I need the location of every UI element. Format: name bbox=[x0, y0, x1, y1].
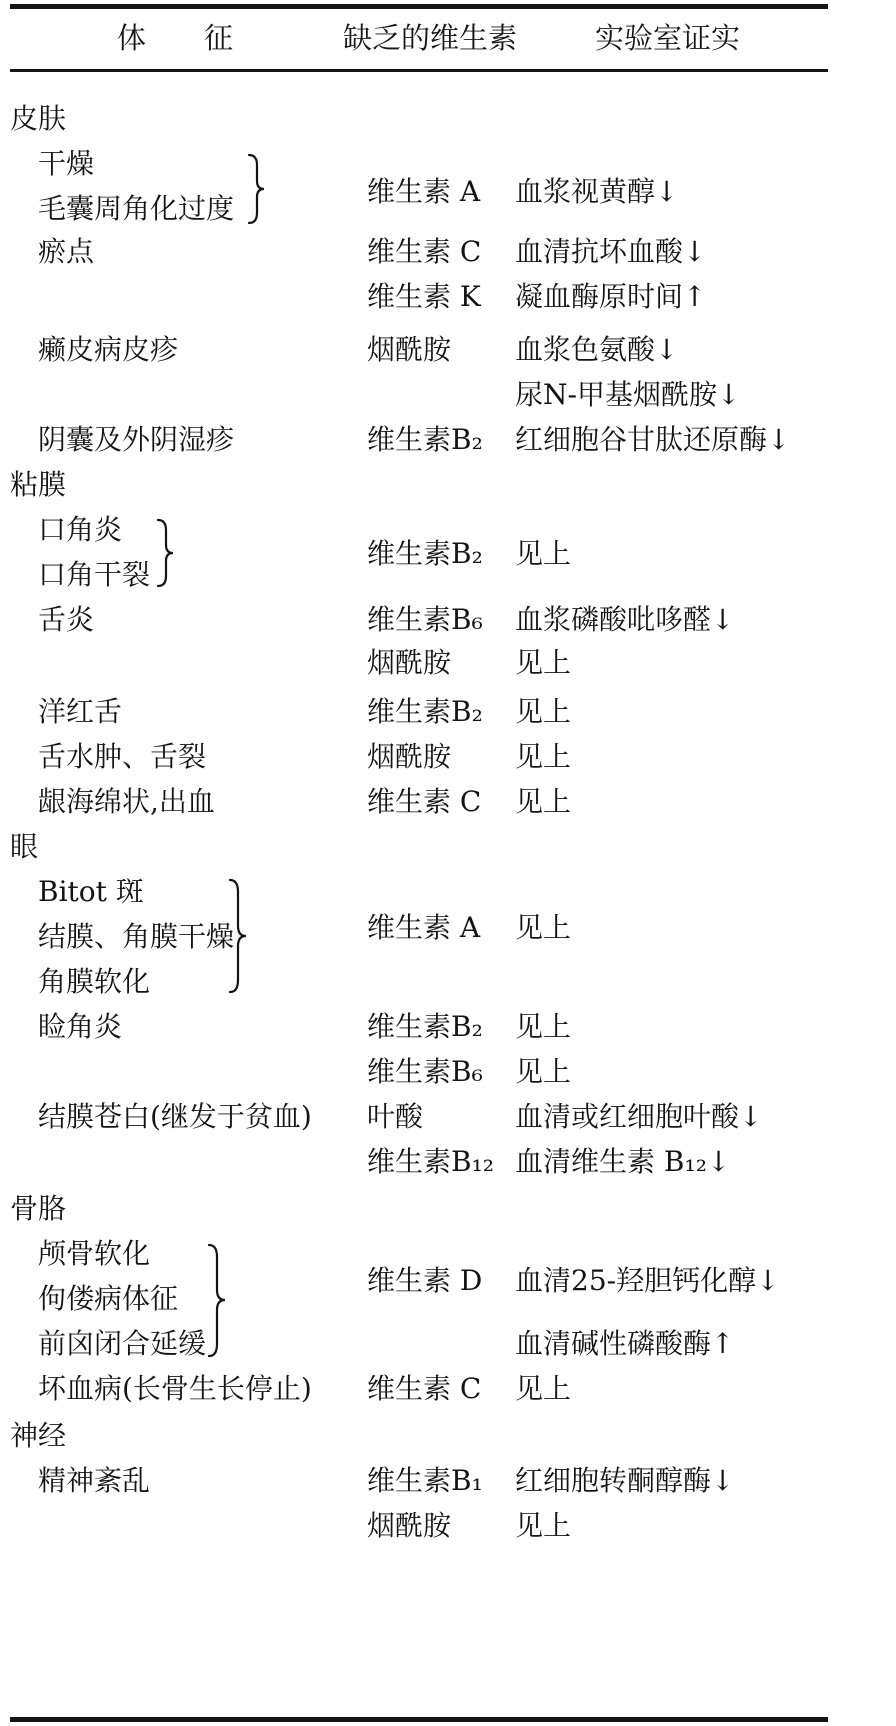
lab-cell: 血浆色氨酸↓ bbox=[515, 333, 679, 366]
sign-cell: 前囟闭合延缓 bbox=[38, 1327, 207, 1360]
sign-cell: 结膜、角膜干燥 bbox=[38, 920, 235, 953]
vitamin-cell: 维生素B₂ bbox=[367, 537, 483, 570]
lab-cell: 见上 bbox=[515, 740, 572, 773]
vitamin-cell: 烟酰胺 bbox=[367, 1509, 452, 1542]
lab-cell: 血清或红细胞叶酸↓ bbox=[515, 1100, 763, 1133]
sign-cell: 角膜软化 bbox=[38, 965, 151, 998]
category-heading: 粘膜 bbox=[10, 468, 67, 501]
lab-cell: 血清碱性磷酸酶↑ bbox=[515, 1327, 735, 1360]
vitamin-cell: 维生素 A bbox=[367, 911, 481, 944]
vitamin-cell: 维生素B₆ bbox=[367, 1055, 483, 1088]
bottom-rule bbox=[10, 1717, 828, 1722]
category-heading: 神经 bbox=[10, 1419, 67, 1452]
vitamin-cell: 烟酰胺 bbox=[367, 646, 452, 679]
vitamin-cell: 维生素B₁ bbox=[367, 1464, 483, 1497]
lab-cell: 红细胞转酮醇酶↓ bbox=[515, 1464, 735, 1497]
lab-cell: 见上 bbox=[515, 911, 572, 944]
vitamin-cell: 维生素 A bbox=[367, 175, 481, 208]
vitamin-cell: 维生素B₁₂ bbox=[367, 1145, 495, 1178]
lab-cell: 血浆磷酸吡哆醛↓ bbox=[515, 603, 735, 636]
sign-cell: 睑角炎 bbox=[38, 1010, 123, 1043]
vitamin-cell: 维生素B₂ bbox=[367, 1010, 483, 1043]
lab-cell: 见上 bbox=[515, 537, 572, 570]
lab-cell: 见上 bbox=[515, 695, 572, 728]
sign-cell: 舌水肿、舌裂 bbox=[38, 740, 207, 773]
sign-cell: 舌炎 bbox=[38, 603, 95, 636]
column-header-lab: 实验室证实 bbox=[595, 21, 741, 55]
vitamin-cell: 维生素B₆ bbox=[367, 603, 483, 636]
lab-cell: 红细胞谷甘肽还原酶↓ bbox=[515, 423, 791, 456]
vitamin-cell: 烟酰胺 bbox=[367, 333, 452, 366]
column-header-sign: 体 征 bbox=[117, 21, 234, 55]
header-rule bbox=[10, 69, 828, 72]
lab-cell: 见上 bbox=[515, 1372, 572, 1405]
sign-cell: 毛囊周角化过度 bbox=[38, 192, 235, 225]
vitamin-cell: 维生素 C bbox=[367, 1372, 482, 1405]
sign-cell: 坏血病(长骨生长停止) bbox=[38, 1372, 312, 1405]
category-heading: 皮肤 bbox=[10, 102, 67, 135]
vitamin-cell: 维生素 D bbox=[367, 1264, 483, 1297]
sign-cell: 颅骨软化 bbox=[38, 1237, 151, 1270]
vitamin-cell: 维生素 C bbox=[367, 235, 482, 268]
sign-cell: 口角干裂 bbox=[38, 558, 151, 591]
brace-eye bbox=[226, 878, 252, 994]
sign-cell: 瘀点 bbox=[38, 235, 95, 268]
lab-cell: 见上 bbox=[515, 1509, 572, 1542]
vitamin-cell: 维生素 K bbox=[367, 280, 481, 313]
category-heading: 眼 bbox=[10, 830, 39, 863]
lab-cell: 见上 bbox=[515, 785, 572, 818]
brace-mucosa bbox=[155, 518, 179, 588]
lab-cell: 血清维生素 B₁₂↓ bbox=[515, 1145, 731, 1178]
lab-cell: 见上 bbox=[515, 646, 572, 679]
lab-cell: 血清25-羟胆钙化醇↓ bbox=[515, 1264, 780, 1297]
brace-bone bbox=[205, 1243, 231, 1358]
category-heading: 骨胳 bbox=[10, 1192, 67, 1225]
vitamin-cell: 烟酰胺 bbox=[367, 740, 452, 773]
sign-cell: 癞皮病皮疹 bbox=[38, 333, 179, 366]
vitamin-cell: 维生素 C bbox=[367, 785, 482, 818]
vitamin-cell: 维生素B₂ bbox=[367, 695, 483, 728]
sign-cell: 龈海绵状,出血 bbox=[38, 785, 215, 818]
sign-cell: 洋红舌 bbox=[38, 695, 123, 728]
lab-cell: 见上 bbox=[515, 1055, 572, 1088]
sign-cell: 口角炎 bbox=[38, 513, 123, 546]
sign-cell: Bitot 斑 bbox=[38, 875, 144, 908]
sign-cell: 佝偻病体征 bbox=[38, 1282, 179, 1315]
lab-cell: 见上 bbox=[515, 1010, 572, 1043]
sign-cell: 结膜苍白(继发于贫血) bbox=[38, 1100, 312, 1133]
brace-skin bbox=[246, 153, 270, 225]
sign-cell: 阴囊及外阴湿疹 bbox=[38, 423, 235, 456]
lab-cell: 血浆视黄醇↓ bbox=[515, 175, 679, 208]
lab-cell: 尿N-甲基烟酰胺↓ bbox=[515, 378, 741, 411]
column-header-vitamin: 缺乏的维生素 bbox=[343, 21, 518, 55]
lab-cell: 血清抗坏血酸↓ bbox=[515, 235, 707, 268]
top-rule bbox=[10, 4, 828, 9]
vitamin-cell: 维生素B₂ bbox=[367, 423, 483, 456]
sign-cell: 干燥 bbox=[38, 147, 95, 180]
lab-cell: 凝血酶原时间↑ bbox=[515, 280, 707, 313]
sign-cell: 精神紊乱 bbox=[38, 1464, 151, 1497]
vitamin-cell: 叶酸 bbox=[367, 1100, 424, 1133]
